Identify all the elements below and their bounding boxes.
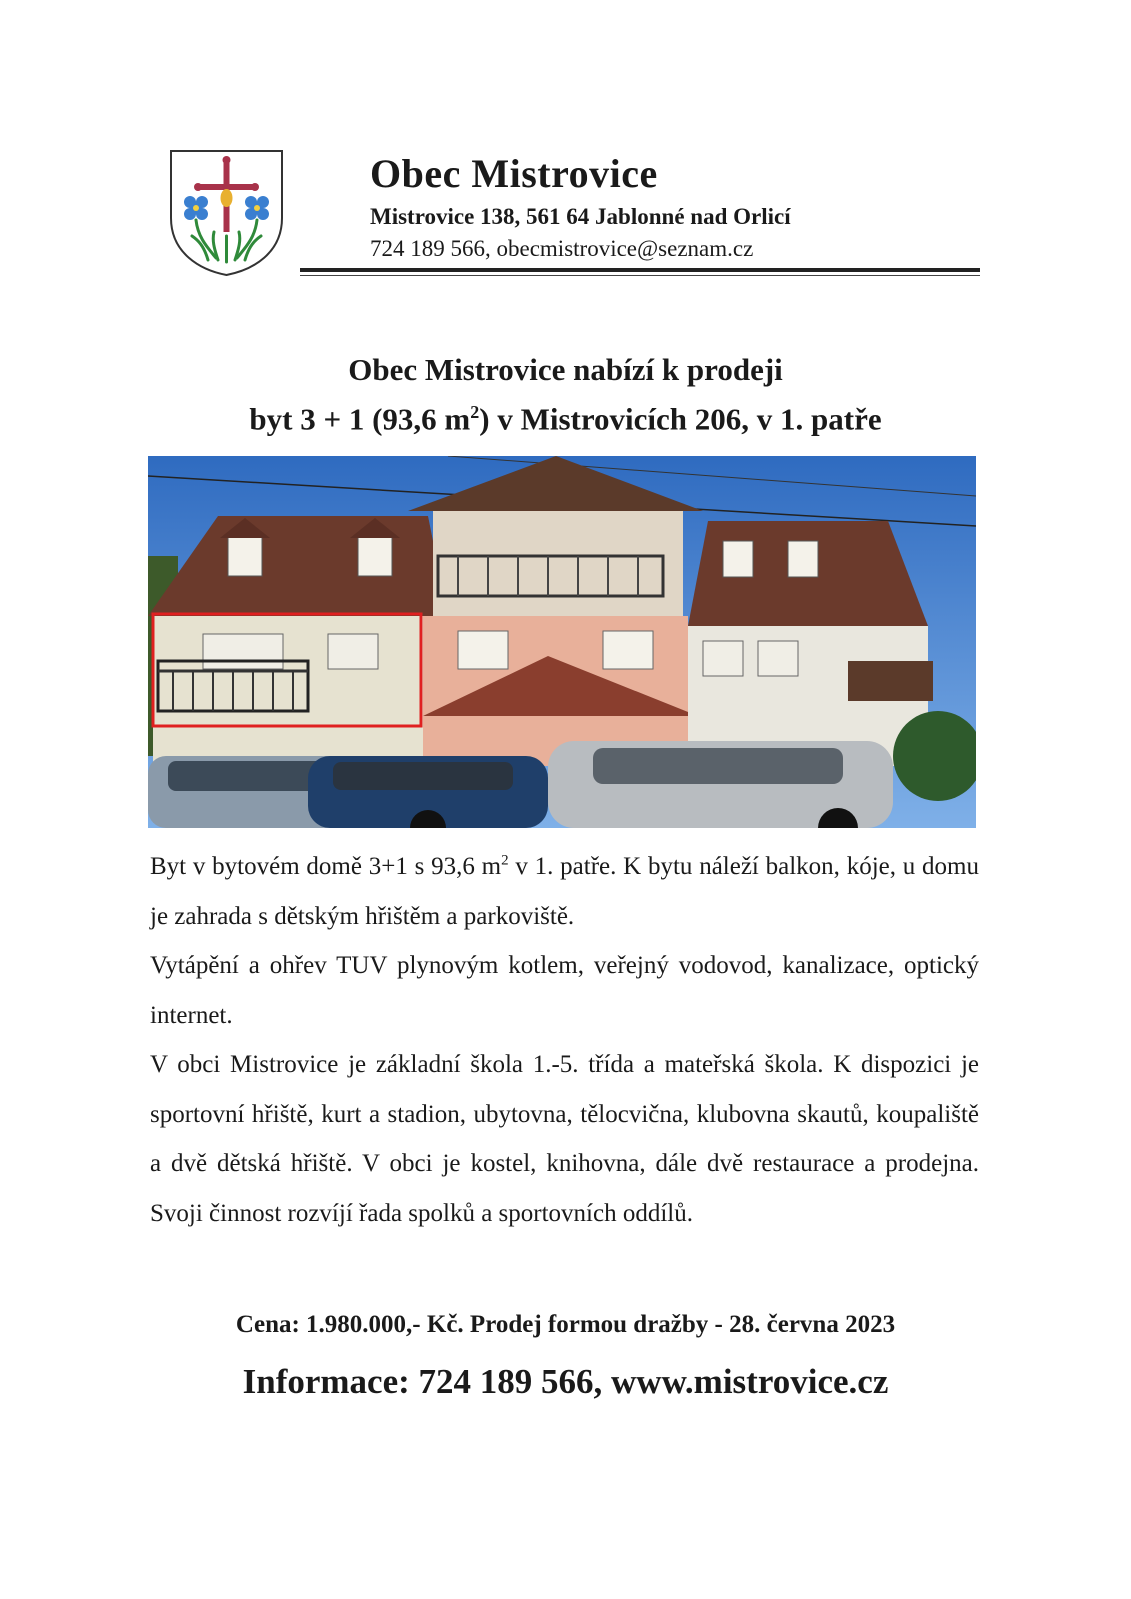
price-line: Cena: 1.980.000,- Kč. Prodej formou dražby - 28. června 2023 [235, 1311, 896, 1338]
municipality-address: Mistrovice 138, 561 64 Jablonné nad Orlicí [370, 204, 791, 229]
municipality-name: Obec Mistrovice [370, 151, 658, 196]
description-superscript: 2 [501, 852, 509, 869]
description-paragraph [150, 842, 979, 941]
offer-title-line2 [0, 391, 1131, 440]
description-paragraph: Vytápění a ohřev TUV plynovým kotlem, veřejný vodovod, kanalizace, optický internet. [150, 952, 979, 1029]
municipality-contact: 724 189 566, obecmistrovice@seznam.cz [370, 236, 754, 261]
title-text: ) v Mistrovicích 206, v 1. patře [479, 401, 882, 437]
building-photo [148, 456, 976, 828]
municipal-crest-icon [168, 148, 285, 278]
header-rule-thin [300, 275, 980, 276]
offer-title [0, 348, 1131, 440]
description [150, 842, 979, 1238]
offer-title-line1: Obec Mistrovice nabízí k prodeji [348, 352, 783, 387]
title-text: byt 3 + 1 (93,6 m [249, 401, 471, 437]
description-paragraph: V obci Mistrovice je základní škola 1.-5. třída a mateřská škola. K dispozici je sportovní hřiště, kurt a stadion, ubytovna, tělocvična, klubovna skautů, koupaliště a dvě dětská hřiště. V obci je kostel, knihovna, dále dvě restaurace a prodejna. Svoji činnost rozvíjí řada spolků a sportovních oddílů. [150, 1051, 979, 1227]
header-rule [300, 268, 980, 272]
description-text: v 1. patře. K bytu náleží balkon, kóje, u domu je zahrada s dětským hřištěm a parkoviště. [150, 853, 979, 930]
info-line: Informace: 724 189 566, www.mistrovice.cz [242, 1362, 889, 1401]
description-text: Byt v bytovém domě 3+1 s 93,6 m [150, 853, 502, 880]
title-superscript: 2 [470, 402, 480, 422]
